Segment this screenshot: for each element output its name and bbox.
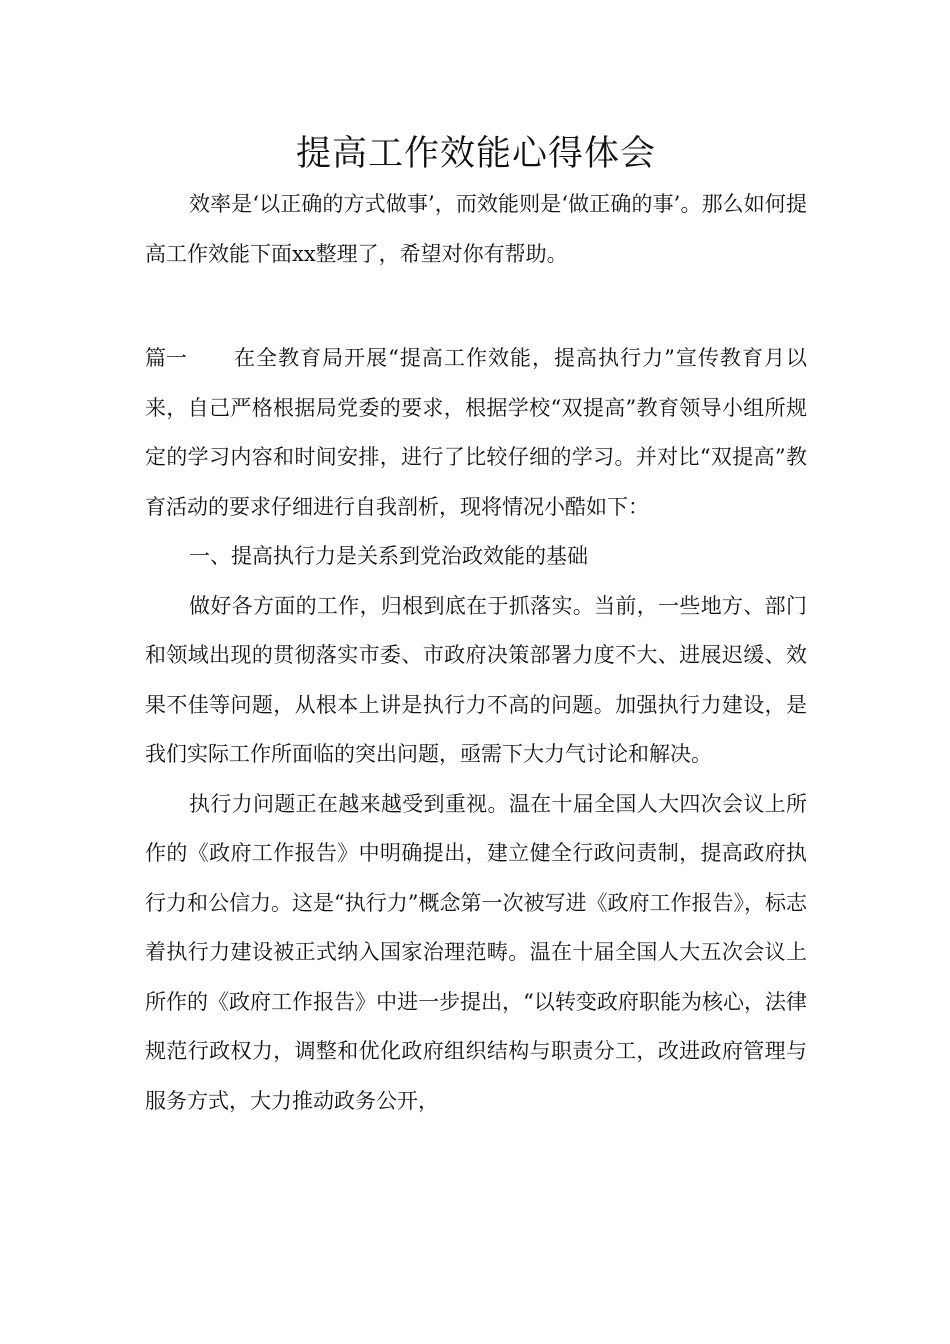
part-label: 篇一 [145, 346, 187, 370]
intro-paragraph: 效率是‘以正确的方式做事’，而效能则是‘做正确的事’。那么如何提高工作效能下面xx整理了，希望对你有帮助。 [145, 192, 807, 266]
section-spacer [145, 279, 807, 334]
body-paragraph-1: 做好各方面的工作，归根到底在于抓落实。当前，一些地方、部门和领域出现的贯彻落实市委、市政府决策部署力度不大、进展迟缓、效果不佳等问题，从根本上讲是执行力不高的问题。加强执行力建设，是我们实际工作所面临的突出问题，亟需下大力气讨论和解决。 [145, 593, 807, 766]
document-body [145, 128, 807, 1126]
section-heading: 一、提高执行力是关系到党治政效能的基础 [189, 544, 588, 568]
part-one-paragraph [145, 334, 807, 532]
body-paragraph-2: 执行力问题正在越来越受到重视。温在十届全国人大四次会议上所作的《政府工作报告》中明确提出，建立健全行政问责制，提高政府执行力和公信力。这是“执行力”概念第一次被写进《政府工作报告》，标志着执行力建设被正式纳入国家治理范畴。温在十届全国人大五次会议上所作的《政府工作报告》中进一步提出，“以转变政府职能为核心，法律规范行政权力，调整和优化政府组织结构与职责分工，改进政府管理与服务方式，大力推动政务公开， [145, 791, 807, 1113]
document-title: 提高工作效能心得体会 [295, 134, 656, 174]
part-intro-text: 在全教育局开展“提高工作效能，提高执行力”宣传教育月以来，自己严格根据局党委的要求，根据学校“双提高”教育领导小组所规定的学习内容和时间安排，进行了比较仔细的学习。并对比“双提高”教育活动的要求仔细进行自我剖析，现将情况小酷如下： [145, 346, 807, 519]
